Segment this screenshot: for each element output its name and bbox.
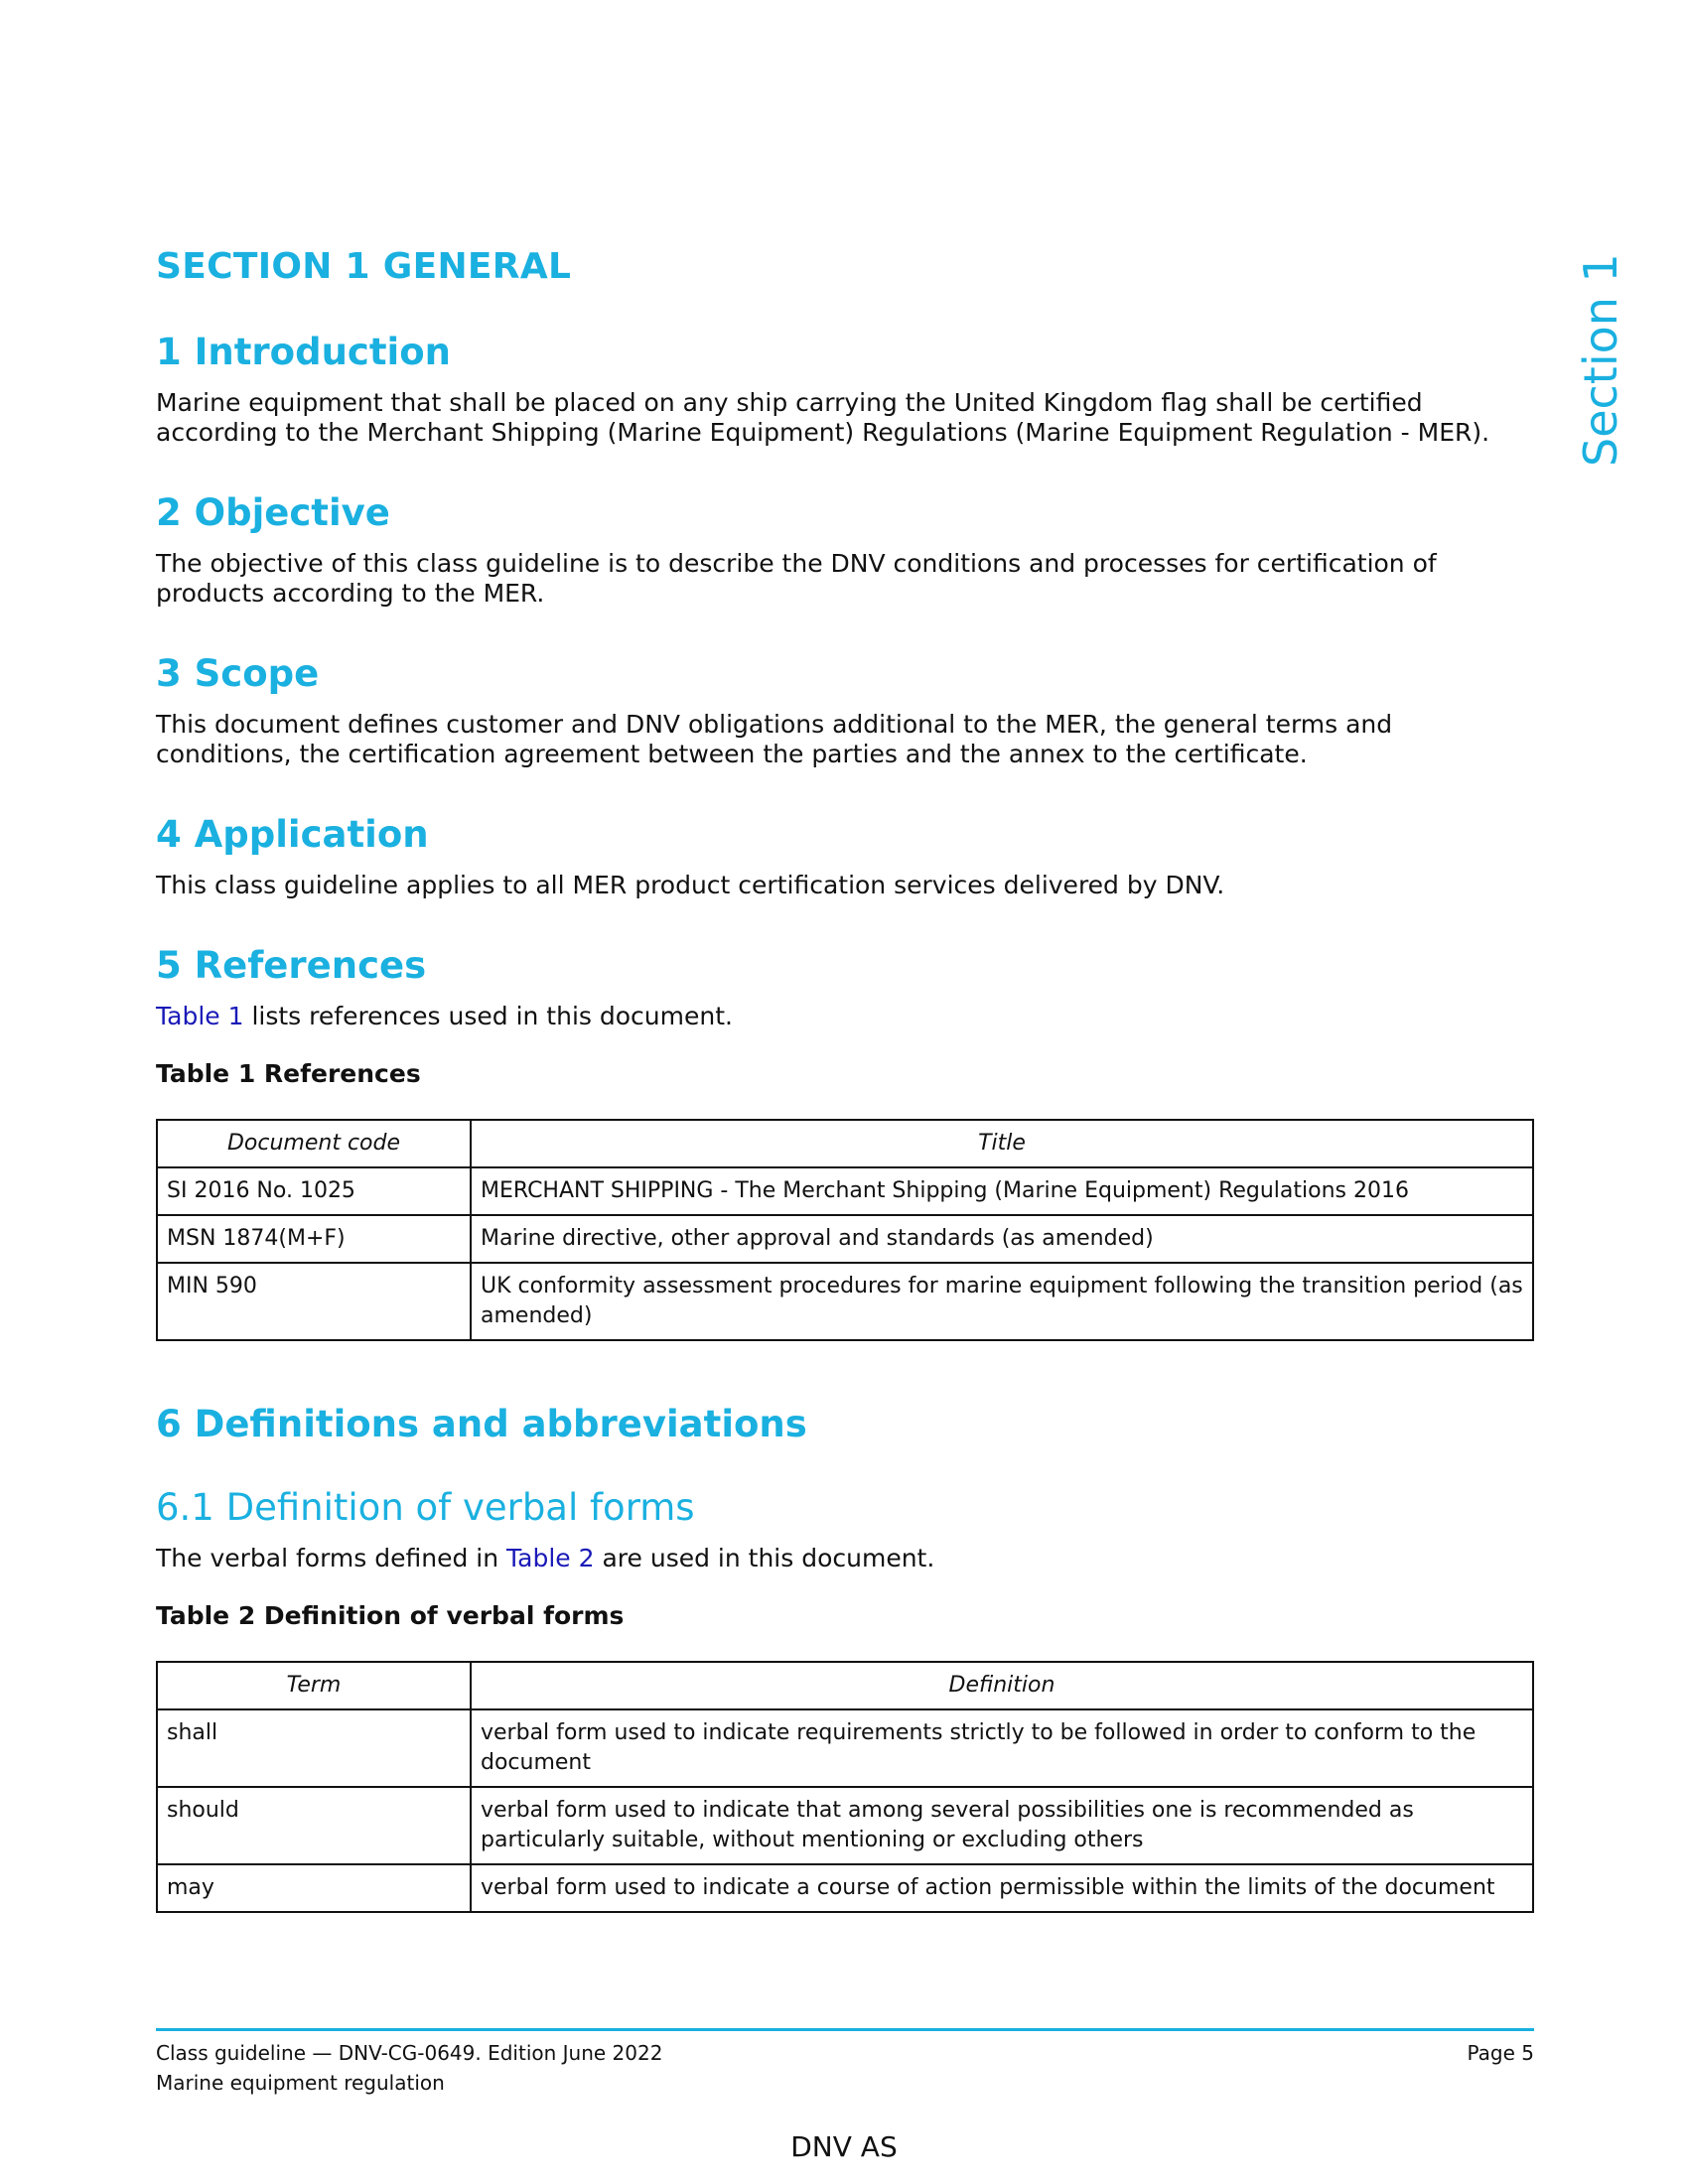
table-row — [157, 1215, 1533, 1263]
verbal-forms-intro — [156, 1544, 1531, 1573]
application-text: This class guideline applies to all MER product certification services delivered by DNV. — [156, 871, 1225, 899]
section-side-tab: Section 1 — [1574, 253, 1627, 467]
scope-heading: 3 Scope — [156, 652, 320, 695]
table-1-caption: Table 1 References — [156, 1059, 421, 1088]
introduction-text: Marine equipment that shall be placed on any ship carrying the United Kingdom flag shall be certified according to the Merchant Shipping (Marine Equipment) Regulations (Marine Equipment Regulation - MER). — [156, 388, 1490, 447]
column-header: Definition — [471, 1662, 1533, 1709]
table-row — [157, 1709, 1533, 1787]
title-cell: Marine directive, other approval and standards (as amended) — [471, 1215, 1533, 1263]
table-row — [157, 1787, 1533, 1864]
term-cell: may — [157, 1864, 471, 1912]
definitions-heading: 6 Definitions and abbreviations — [156, 1403, 807, 1445]
footer-document-info — [156, 2038, 662, 2098]
references-intro — [156, 1002, 1531, 1031]
table-row — [157, 1167, 1533, 1215]
document-page — [156, 238, 1531, 1975]
verbal-forms-intro-post: are used in this document. — [594, 1544, 935, 1572]
document-code-cell: SI 2016 No. 1025 — [157, 1167, 471, 1215]
table-2-caption: Table 2 Definition of verbal forms — [156, 1601, 625, 1630]
table-row — [157, 1864, 1533, 1912]
page-number: Page 5 — [1467, 2041, 1534, 2065]
verbal-forms-subheading: 6.1 Definition of verbal forms — [156, 1486, 695, 1529]
table-1-link[interactable]: Table 1 — [156, 1002, 244, 1030]
definition-cell: verbal form used to indicate that among several possibilities one is recommended as particularly suitable, without mentioning or excluding others — [471, 1787, 1533, 1864]
term-cell: shall — [157, 1709, 471, 1787]
company-name: DNV AS — [790, 2130, 898, 2163]
column-header: Term — [157, 1662, 471, 1709]
references-intro-text: lists references used in this document. — [243, 1002, 733, 1030]
definition-cell: verbal form used to indicate requirements strictly to be followed in order to conform to the document — [471, 1709, 1533, 1787]
objective-heading: 2 Objective — [156, 491, 390, 534]
footer-divider — [156, 2028, 1534, 2031]
document-code-cell: MSN 1874(M+F) — [157, 1215, 471, 1263]
introduction-heading: 1 Introduction — [156, 331, 451, 373]
section-title: SECTION 1 GENERAL — [156, 246, 572, 287]
footer-guideline: Class guideline — DNV-CG-0649. Edition June 2022 — [156, 2041, 663, 2065]
title-cell: MERCHANT SHIPPING - The Merchant Shipping (Marine Equipment) Regulations 2016 — [471, 1167, 1533, 1215]
verbal-forms-intro-pre: The verbal forms defined in — [156, 1544, 507, 1572]
footer-subject: Marine equipment regulation — [156, 2071, 445, 2095]
references-heading: 5 References — [156, 944, 427, 987]
table-header-row — [157, 1662, 1533, 1709]
column-header: Title — [471, 1120, 1533, 1167]
scope-text: This document defines customer and DNV obligations additional to the MER, the general terms and conditions, the certification agreement between the parties and the annex to the certificate. — [156, 710, 1393, 768]
references-table — [156, 1119, 1534, 1341]
title-cell: UK conformity assessment procedures for marine equipment following the transition period (as amended) — [471, 1263, 1533, 1340]
table-header-row — [157, 1120, 1533, 1167]
column-header: Document code — [157, 1120, 471, 1167]
table-2-link[interactable]: Table 2 — [506, 1544, 595, 1572]
term-cell: should — [157, 1787, 471, 1864]
objective-text: The objective of this class guideline is to describe the DNV conditions and processes for certification of products according to the MER. — [156, 549, 1437, 608]
verbal-forms-table — [156, 1661, 1534, 1913]
application-heading: 4 Application — [156, 813, 429, 856]
definition-cell: verbal form used to indicate a course of action permissible within the limits of the document — [471, 1864, 1533, 1912]
document-code-cell: MIN 590 — [157, 1263, 471, 1340]
table-row — [157, 1263, 1533, 1340]
